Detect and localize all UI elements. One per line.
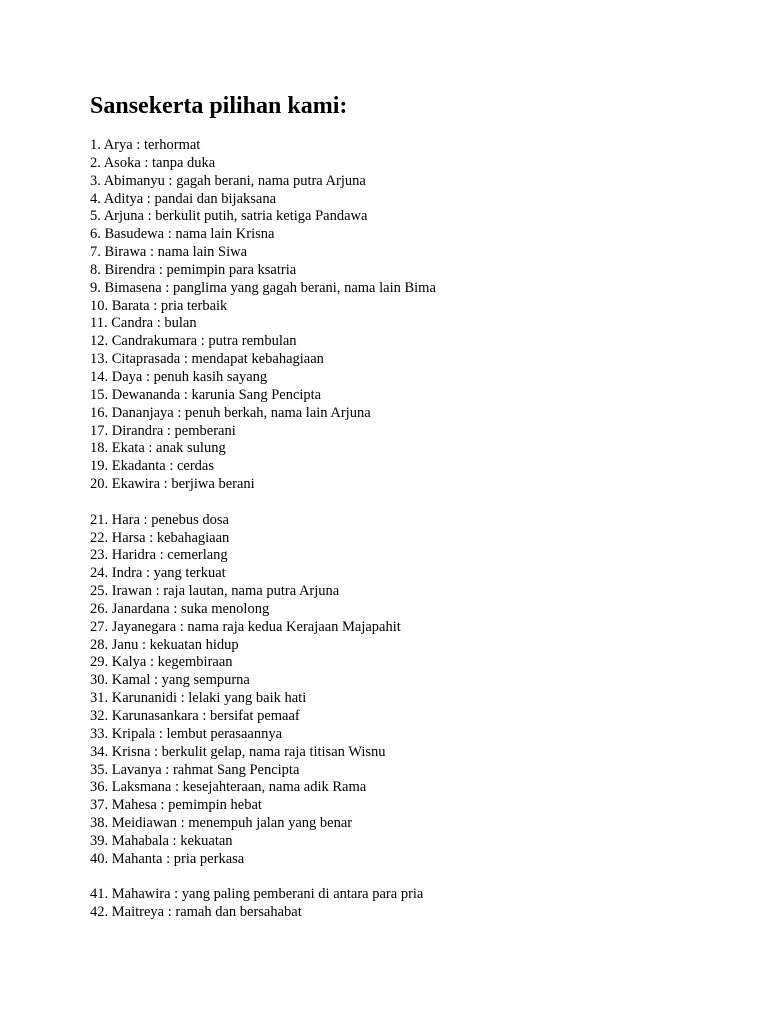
list-item: 1. Arya : terhormat (90, 137, 201, 153)
list-item: 30. Kamal : yang sempurna (90, 672, 250, 689)
list-item: 39. Mahabala : kekuatan (90, 832, 233, 849)
list-item: 9. Bimasena : panglima yang gagah berani, nama lain Bima (90, 279, 436, 296)
list-item: 15. Dewananda : karunia Sang Pencipta (90, 386, 322, 403)
list-item: 29. Kalya : kegembiraan (90, 654, 233, 671)
list-item: 22. Harsa : kebahagiaan (90, 529, 230, 546)
list-item: 21. Hara : penebus dosa (90, 511, 229, 528)
list-item: 36. Laksmana : kesejahteraan, nama adik Rama (90, 779, 367, 796)
list-item: 38. Meidiawan : menempuh jalan yang benar (90, 815, 353, 832)
list-item: 2. Asoka : tanpa duka (90, 154, 216, 171)
list-item: 20. Ekawira : berjiwa berani (90, 476, 255, 493)
list-item: 8. Birendra : pemimpin para ksatria (90, 261, 297, 278)
list-item: 17. Dirandra : pemberani (90, 422, 236, 439)
list-item: 41. Mahawira : yang paling pemberani di antara para pria (90, 886, 424, 903)
document-page (90, 91, 740, 922)
list-item: 12. Candrakumara : putra rembulan (90, 333, 297, 350)
list-item: 6. Basudewa : nama lain Krisna (90, 226, 275, 243)
list-item: 5. Arjuna : berkulit putih, satria ketiga Pandawa (90, 208, 368, 225)
list-item: 14. Daya : penuh kasih sayang (90, 368, 268, 385)
list-item: 42. Maitreya : ramah dan bersahabat (90, 904, 302, 921)
list-item: 34. Krisna : berkulit gelap, nama raja titisan Wisnu (90, 743, 386, 760)
list-item: 35. Lavanya : rahmat Sang Pencipta (90, 761, 300, 778)
list-item: 3. Abimanyu : gagah berani, nama putra Arjuna (90, 172, 366, 189)
list-item: 24. Indra : yang terkuat (90, 565, 226, 582)
list-item: 26. Janardana : suka menolong (90, 600, 270, 617)
list-item: 25. Irawan : raja lautan, nama putra Arjuna (90, 583, 340, 600)
list-item: 4. Aditya : pandai dan bijaksana (90, 190, 277, 207)
list-item: 19. Ekadanta : cerdas (90, 458, 215, 475)
list-item: 40. Mahanta : pria perkasa (90, 850, 245, 867)
list-item: 7. Birawa : nama lain Siwa (90, 244, 248, 261)
list-item: 28. Janu : kekuatan hidup (90, 636, 239, 653)
list-item: 18. Ekata : anak sulung (90, 440, 226, 457)
list-item: 37. Mahesa : pemimpin hebat (90, 797, 262, 814)
name-list (90, 137, 740, 922)
list-item: 11. Candra : bulan (90, 315, 197, 332)
list-item: 16. Dananjaya : penuh berkah, nama lain Arjuna (90, 404, 371, 421)
list-item: 23. Haridra : cemerlang (90, 547, 228, 564)
list-item: 32. Karunasankara : bersifat pemaaf (90, 708, 300, 724)
list-item: 31. Karunanidi : lelaki yang baik hati (90, 690, 307, 707)
list-item: 27. Jayanegara : nama raja kedua Kerajaan Majapahit (90, 618, 401, 635)
list-item: 10. Barata : pria terbaik (90, 297, 228, 314)
page-title: Sansekerta pilihan kami: (90, 93, 348, 119)
list-item: 33. Kripala : lembut perasaannya (90, 725, 283, 742)
list-item: 13. Citaprasada : mendapat kebahagiaan (90, 351, 324, 368)
